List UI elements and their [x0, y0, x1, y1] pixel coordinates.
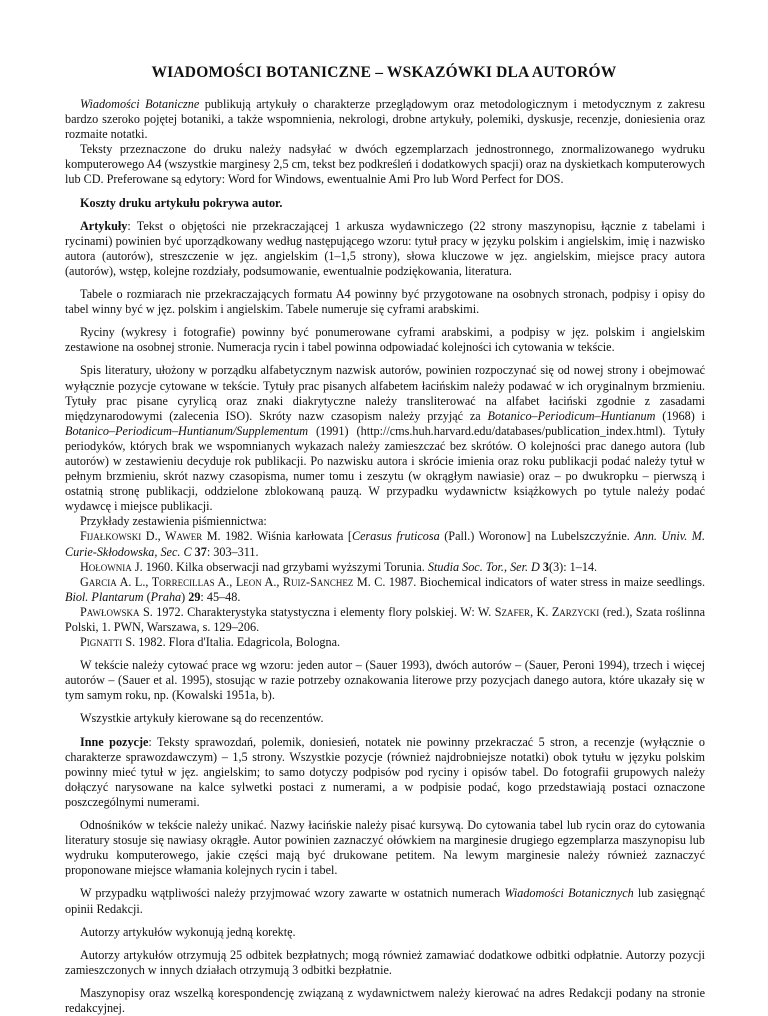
reference-editor: Szafer [494, 604, 531, 619]
journal-name: Botanico–Periodicum–Huntianum [487, 408, 656, 423]
paragraph-citation: W tekście należy cytować prace wg wzoru: jeden autor – (Sauer 1993), dwóch autorów – (Sauer, Peroni 1994), trzech i więcej autorów – (Sauer et al. 1995), stosując w razie potrzeby oznakowania literowe przy pozycjach danego autora, które ukazały się w tym samym roku, np. (Kowalski 1951a, b). [65, 658, 705, 703]
document-body [65, 97, 705, 1016]
examples-heading: Przykłady zestawienia piśmiennictwa: [80, 514, 267, 529]
paragraph-other [65, 735, 705, 810]
paragraph-text: (1968) i [655, 408, 705, 423]
reference-text: (3): 1–14. [549, 559, 598, 574]
reference-item [65, 605, 705, 635]
paragraph-submission: Teksty przeznaczone do druku należy nadsyłać w dwóch egzemplarzach jednostronnego, znormalizowanego wydruku komputerowego A4 (wszystkie marginesy 2,5 cm, tekst bez podkreśleń i dodatkowych spacji) oraz na dyskietkach komputerowych lub CD. Preferowane są edytory: Word for Windows, ewentualnie Ami Pro lub Word Perfect for DOS. [65, 142, 705, 187]
reference-text: 1982. Flora d'Italia. Edagricola, Bologna. [135, 635, 341, 650]
paragraph-proof: Autorzy artykułów wykonują jedną korektę. [80, 924, 296, 939]
paragraph-literature [65, 363, 705, 514]
reference-text: (red.), Szata roślinna Polski, 1. PWN, Warszawa, s. 129–206. [65, 604, 705, 634]
journal-name: Wiadomości Botaniczne [80, 97, 200, 111]
species-name: Cerasus fruticosa [351, 529, 440, 544]
journal-name: Botanico–Periodicum–Huntianum/Supplementum [65, 423, 309, 438]
articles-label: Artykuły [80, 218, 128, 233]
reference-volume: 29 [188, 589, 201, 604]
reference-authors: Hołownia J. [80, 559, 143, 574]
paragraph-offprints: Autorzy artykułów otrzymują 25 odbitek bezpłatnych; mogą również zamawiać dodatkowe odbitki odpłatnie. Autorzy pozycji zamieszczonych w innych działach otrzymują 3 odbitki bezpłatnie. [65, 947, 705, 977]
reference-text: : 45–48. [200, 589, 241, 604]
reference-text: 1982. Wiśnia karłowata [ [220, 529, 352, 544]
page-title: WIADOMOŚCI BOTANICZNE – WSKAZÓWKI DLA AUTORÓW [151, 64, 617, 81]
reference-text: 1972. Charakterystyka statystyczna i elementy flory polskiej. W: W. [152, 604, 495, 619]
paragraph-figures: Ryciny (wykresy i fotografie) powinny być ponumerowane cyframi arabskimi, a podpisy w jęz. polskim i angielskim zestawione na osobnej stronie. Numeracja rycin i tabel powinna odpowiadać kolejności ich cytowania w tekście. [65, 325, 705, 355]
paragraph-text: W przypadku wątpliwości należy przyjmować wzory zawarte w ostatnich numerach [80, 886, 505, 901]
reference-item [65, 529, 705, 559]
reference-item [65, 635, 705, 650]
paragraph-text: : Tekst o objętości nie przekraczającej 1 arkusza wydawniczego (22 strony maszynopisu, łącznie z tabelami i rycinami) powinien być uporządkowany według następującego wzoru: tytuł pracy w języku polskim i angielskim, imię i nazwisko autora (autorów), streszczenie w jęz. angielskim (1–1,5 strony), słowa kluczowe w jęz. angielskim, miejsce pracy autora (autorów), wstęp, kolejne rozdziały, podsumowanie, ewentualnie podziękowania, literatura. [65, 218, 705, 278]
paragraph-text: : Teksty sprawozdań, polemik, doniesień, notatek nie powinny przekraczać 5 stron, a recenzje (wyłącznie o charakterze sprawozdawczym) – 1,5 strony. Wszystkie pozycje (również najdrobniejsze notatki) obok tytułu w języku polskim powinny mieć tytuł w jęz. angielskim; to samo dotyczy podpisów pod ryciny i opisów tabel. Do fotografii grupowych należy dołączyć narysowane na kalce sylwetki postaci z numerami, a w podpisie podać, kogo przedstawiają postaci oznaczone poszczególnymi numerami. [65, 734, 705, 809]
paragraph-text: (1991) (http://cms.huh.harvard.edu/databases/publication_index.html). Tytuły periodyków, których brak we wspomnianych wykazach należy zamieszczać bez skrótów. O kolejności prac danego autora (lub autorów) w zestawieniu decyduje rok publikacji. Po nazwisku autora i skrócie imienia oraz roku publikacji podać należy tytuł w pełnym brzmieniu, skrót nazwy czasopisma, numer tomu i zeszytu (w okrągłym nawiasie) oraz – po dwukropku – pierwszą i ostatnią stronę publikacji, oddzielone zblokowaną pauzą. W przypadku wydawnictw książkowych po tytule należy podać wydawcę i miejsce publikacji. [65, 423, 705, 514]
reference-journal: Studia Soc. Tor., Ser. D [427, 559, 540, 574]
journal-name: Wiadomości Botanicznych [504, 886, 634, 901]
reference-journal: Ann. Univ. M. Curie-Skłodowska, Sec. C [65, 529, 706, 559]
reference-item [65, 560, 705, 575]
paragraph-text: Spis literatury, ułożony w porządku alfabetycznym nazwisk autorów, powinien rozpoczynać się od nowej strony i obejmować wyłącznie pozycje cytowane w tekście. Tytuły prac pisanych alfabetem łacińskim należy podawać w ich oryginalnym brzmieniu. Tytuły prac pisane cyrylicą oraz znaki diakrytyczne należy transliterować na alfabet łaciński zgodnie z zasadami międzynarodowymi (zalecenia ISO). Skróty nazw czasopism należy przyjąć za [65, 363, 705, 423]
reference-journal: Biol. Plantarum [65, 589, 144, 604]
paragraph-text: lub zasięgnąć opinii Redakcji. [65, 886, 705, 916]
other-label: Inne pozycje [80, 734, 149, 749]
reference-item [65, 575, 705, 605]
reference-journal: Praha [150, 589, 182, 604]
reference-authors: Pignatti S. [80, 635, 136, 650]
reference-text: ( [143, 589, 151, 604]
reference-editor: Zarzycki [551, 604, 600, 619]
paragraph-cost [65, 196, 705, 211]
reference-authors: Garcia A. L., Torrecillas A., Leon A., Ruiz-Sanchez M. C. [80, 574, 386, 589]
reference-text: : 303–311. [206, 544, 259, 559]
reference-authors: Pawłowska S. [80, 604, 153, 619]
reference-text: , K. [530, 604, 552, 619]
paragraph-footnotes: Odnośników w tekście należy unikać. Nazwy łacińskie należy pisać kursywą. Do cytowania tabel lub rycin oraz do cytowania literatury stosuje się nawiasy okrągłe. Autor powinien zaznaczyć ołówkiem na marginesie drugiego egzemplarza maszynopisu lub wydruku komputerowego, jakie części mają być drukowane petitem. Na lewym marginesie należy również zaznaczyć proponowane miejsce włamania kolejnych rycin i tabel. [65, 818, 705, 878]
reference-volume: 3 [542, 559, 550, 574]
paragraph-intro [65, 97, 705, 142]
paragraph-tables: Tabele o rozmiarach nie przekraczających formatu A4 powinny być przygotowane na osobnych stronach, podpisy i opisy do tabel winny być w jęz. polskim i angielskim. Tabele numeruje się cyframi arabskimi. [65, 287, 705, 317]
reference-text: 1960. Kilka obserwacji nad grzybami wyższymi Torunia. [142, 559, 428, 574]
reference-text: 1987. Biochemical indicators of water stress in maize seedlings. [385, 574, 705, 589]
reference-text: (Pall.) Woronow] na Lubelszczyźnie. [439, 529, 635, 544]
paragraph-text: publikują artykuły o charakterze przeglądowym oraz metodologicznym i metodycznym z zakresu bardzo szeroko pojętej botaniki, a także wspomnienia, nekrologi, drobne artykuły, polemiki, dyskusje, recenzje, doniesienia oraz rozmaite notatki. [65, 97, 706, 142]
cost-note: Koszty druku artykułu pokrywa autor. [80, 195, 283, 210]
paragraph-articles [65, 219, 705, 279]
paragraph-doubts [65, 886, 705, 916]
reference-authors: Fijałkowski D., Wawer M. [80, 529, 221, 544]
reference-text: ) [181, 589, 189, 604]
paragraph-correspondence: Maszynopisy oraz wszelką korespondencję związaną z wydawnictwem należy kierować na adres Redakcji podany na stronie redakcyjnej. [65, 985, 705, 1015]
reference-volume: 37 [194, 544, 207, 559]
paragraph-review: Wszystkie artykuły kierowane są do recenzentów. [80, 711, 324, 726]
